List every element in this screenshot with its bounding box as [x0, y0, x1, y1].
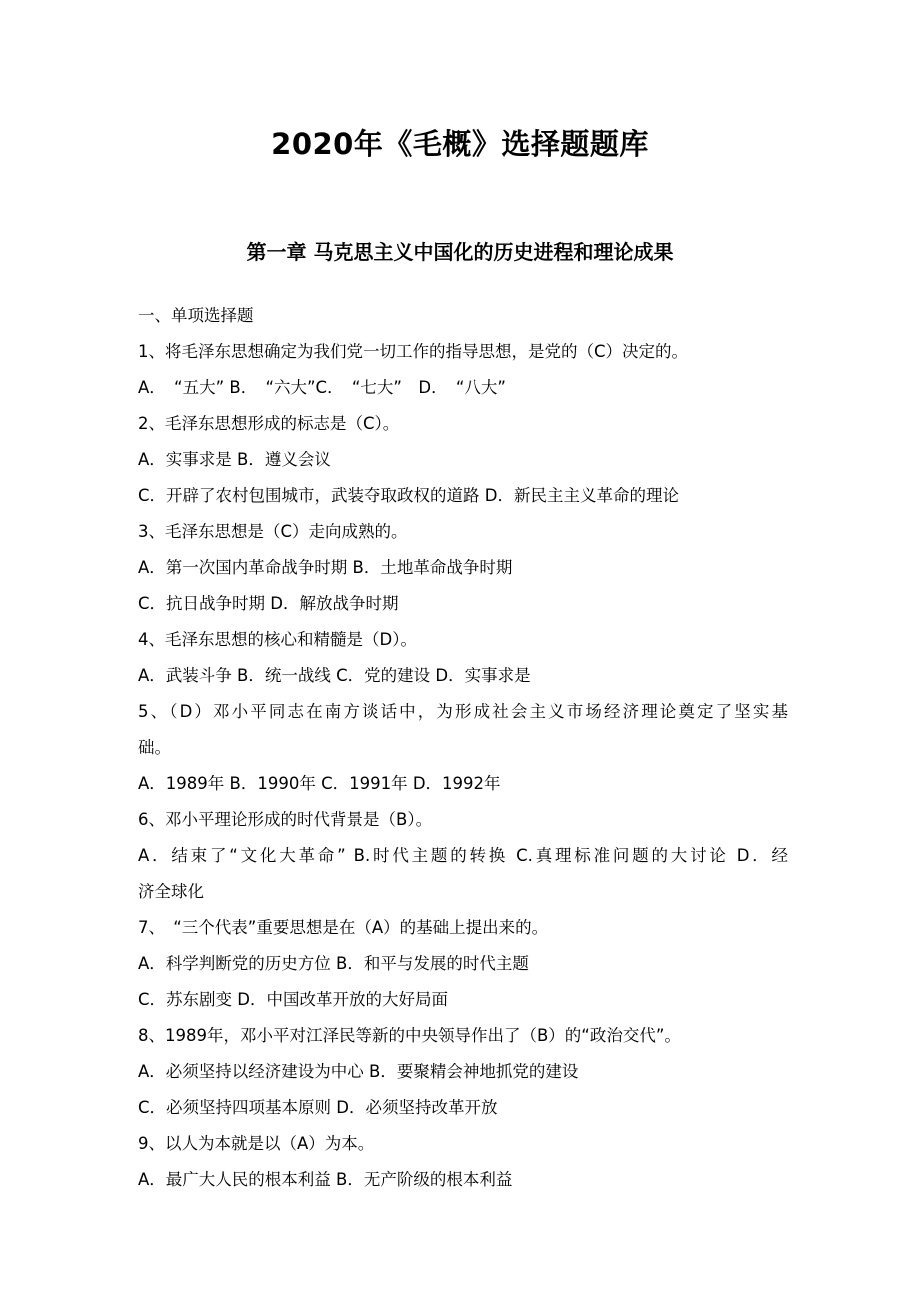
chapter-title: 第一章 马克思主义中国化的历史进程和理论成果	[246, 240, 674, 264]
question-text-continued: 础。	[138, 738, 171, 757]
question-text: 2、毛泽东思想形成的标志是（C）。	[138, 414, 400, 433]
question-text: 3、毛泽东思想是（C）走向成熟的。	[138, 522, 408, 541]
answer-options: A．科学判断党的历史方位 B．和平与发展的时代主题	[138, 954, 529, 973]
question-text: 5、（D）邓小平同志在南方谈话中，为形成社会主义市场经济理论奠定了坚实基	[138, 702, 788, 721]
answer-options: A．武装斗争 B．统一战线 C．党的建设 D．实事求是	[138, 666, 531, 685]
answer-options: C．必须坚持四项基本原则 D．必须坚持改革开放	[138, 1098, 498, 1117]
answer-options-continued: 济全球化	[138, 882, 204, 901]
question-text: 9、以人为本就是以（A）为本。	[138, 1134, 375, 1153]
answer-options: A．必须坚持以经济建设为中心 B．要聚精会神地抓党的建设	[138, 1062, 579, 1081]
question-text: 1、将毛泽东思想确定为我们党一切工作的指导思想，是党的（C）决定的。	[138, 342, 689, 361]
answer-options: A．最广大人民的根本利益 B．无产阶级的根本利益	[138, 1170, 513, 1189]
answer-options: A．1989年 B．1990年 C．1991年 D．1992年	[138, 774, 501, 793]
answer-options: C．苏东剧变 D．中国改革开放的大好局面	[138, 990, 448, 1009]
question-text: 6、邓小平理论形成的时代背景是（B）。	[138, 810, 433, 829]
answer-options: A．结束了“文化大革命” B.时代主题的转换 C.真理标准问题的大讨论 D．经	[138, 846, 788, 865]
question-text: 8、1989年，邓小平对江泽民等新的中央领导作出了（B）的“政治交代”。	[138, 1026, 681, 1045]
answer-options: C．抗日战争时期 D．解放战争时期	[138, 594, 399, 613]
question-text: 4、毛泽东思想的核心和精髓是（D）。	[138, 630, 417, 649]
section-heading: 一、单项选择题	[138, 306, 254, 325]
answer-options: C．开辟了农村包围城市，武装夺取政权的道路 D．新民主主义革命的理论	[138, 486, 679, 505]
question-text: 7、 “三个代表”重要思想是在（A）的基础上提出来的。	[138, 918, 549, 937]
answer-options: A． “五大” B． “六大”C． “七大” D． “八大”	[138, 378, 506, 397]
answer-options: A．实事求是 B．遵义会议	[138, 450, 331, 469]
question-list	[138, 298, 788, 1198]
document-title: 2020年《毛概》选择题题库	[271, 127, 649, 161]
answer-options: A．第一次国内革命战争时期 B．土地革命战争时期	[138, 558, 513, 577]
